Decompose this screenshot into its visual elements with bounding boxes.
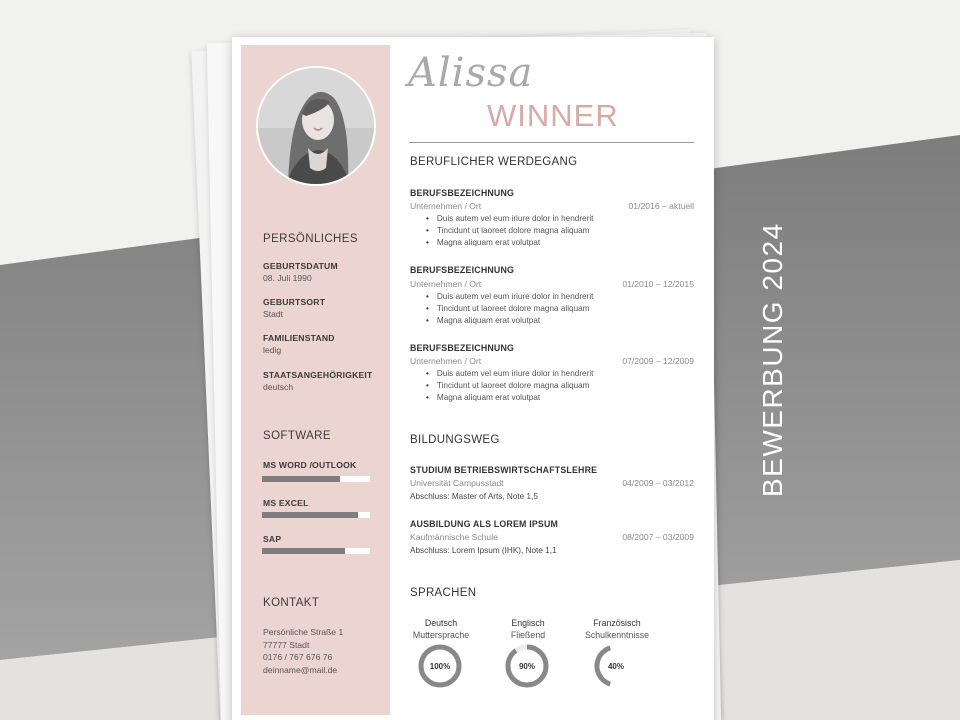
education-place: Kaufmännische Schule bbox=[410, 532, 498, 542]
field-label: FAMILIENSTAND bbox=[263, 333, 335, 343]
education-heading: BILDUNGSWEG bbox=[410, 434, 500, 446]
education-note: Abschluss: Lorem Ipsum (IHK), Note 1,1 bbox=[410, 546, 557, 555]
language-ring bbox=[504, 643, 550, 689]
language-percent: 40% bbox=[607, 662, 625, 671]
field-value: Stadt bbox=[263, 309, 284, 319]
divider bbox=[409, 142, 694, 143]
language-name: Französisch bbox=[593, 618, 641, 628]
job-bullet: • Magna aliquam erat volutpat bbox=[426, 315, 593, 327]
contact-email: deinname@mail.de bbox=[263, 664, 338, 675]
job-bullets bbox=[426, 368, 593, 405]
field-label: GEBURTSORT bbox=[263, 297, 326, 307]
language-name: Englisch bbox=[511, 618, 545, 628]
skill-bar bbox=[262, 512, 370, 518]
language-level: Muttersprache bbox=[412, 630, 470, 640]
language-ring bbox=[593, 643, 639, 689]
job-title: BERUFSBEZEICHNUNG bbox=[410, 343, 515, 353]
job-bullet: • Magna aliquam erat volutpat bbox=[426, 237, 593, 249]
job-bullets bbox=[426, 291, 593, 328]
skill-bar bbox=[262, 476, 370, 482]
skill-bar bbox=[262, 548, 370, 554]
field-value: ledig bbox=[263, 345, 282, 355]
field-label: STAATSANGEHÖRIGKEIT bbox=[263, 370, 373, 380]
language-item bbox=[396, 618, 486, 640]
education-note: Abschluss: Master of Arts, Note 1,5 bbox=[410, 492, 538, 501]
job-title: BERUFSBEZEICHNUNG bbox=[410, 265, 515, 275]
job-bullet: • Tincidunt ut laoreet dolore magna aliquam bbox=[426, 303, 593, 315]
language-level: Schulkenntnisse bbox=[584, 630, 650, 640]
education-title: STUDIUM BETRIEBSWIRTSCHAFTSLEHRE bbox=[410, 465, 598, 475]
contact-heading: KONTAKT bbox=[263, 597, 320, 609]
job-bullet: • Duis autem vel eum iriure dolor in hendrerit bbox=[426, 368, 593, 380]
side-banner: BEWERBUNG 2024 bbox=[757, 222, 788, 497]
job-bullet: • Tincidunt ut laoreet dolore magna aliquam bbox=[426, 225, 593, 237]
contact-city: 77777 Stadt bbox=[263, 639, 310, 650]
skill-bar-fill bbox=[262, 548, 345, 554]
language-ring bbox=[417, 643, 463, 689]
language-item bbox=[483, 618, 573, 640]
first-name: Alissa bbox=[408, 50, 534, 96]
software-heading: SOFTWARE bbox=[263, 430, 331, 442]
language-percent: 90% bbox=[518, 662, 536, 671]
job-bullet: • Duis autem vel eum iriure dolor in hendrerit bbox=[426, 213, 593, 225]
language-percent: 100% bbox=[429, 662, 451, 671]
field-value: deutsch bbox=[263, 382, 294, 392]
job-date: 07/2009 – 12/2009 bbox=[622, 356, 694, 366]
personal-heading: PERSÖNLICHES bbox=[263, 233, 358, 245]
language-item bbox=[572, 618, 662, 640]
job-bullet: • Duis autem vel eum iriure dolor in hendrerit bbox=[426, 291, 593, 303]
job-title: BERUFSBEZEICHNUNG bbox=[410, 188, 515, 198]
education-place: Universität Campusstadt bbox=[410, 478, 504, 488]
education-title: AUSBILDUNG ALS LOREM IPSUM bbox=[410, 519, 559, 529]
last-name: WINNER bbox=[487, 98, 619, 133]
job-company: Unternehmen / Ort bbox=[410, 279, 482, 289]
job-date: 01/2016 – aktuell bbox=[628, 201, 694, 211]
software-name: SAP bbox=[263, 534, 282, 544]
field-value: 08. Juli 1990 bbox=[263, 273, 312, 283]
portrait-icon bbox=[258, 68, 374, 184]
software-name: MS EXCEL bbox=[263, 498, 309, 508]
skill-bar-fill bbox=[262, 476, 340, 482]
career-heading: BERUFLICHER WERDEGANG bbox=[410, 156, 578, 168]
education-date: 08/2007 – 03/2009 bbox=[622, 532, 694, 542]
software-name: MS WORD /OUTLOOK bbox=[263, 460, 357, 470]
field-label: GEBURTSDATUM bbox=[263, 261, 338, 271]
education-date: 04/2009 – 03/2012 bbox=[622, 478, 694, 488]
language-name: Deutsch bbox=[424, 618, 458, 628]
job-company: Unternehmen / Ort bbox=[410, 201, 482, 211]
contact-address: Persönliche Straße 1 bbox=[263, 627, 344, 637]
languages-heading: SPRACHEN bbox=[410, 587, 477, 599]
job-bullet: • Magna aliquam erat volutpat bbox=[426, 392, 593, 404]
job-bullets bbox=[426, 213, 593, 250]
portrait-photo bbox=[256, 66, 376, 186]
job-date: 01/2010 – 12/2015 bbox=[622, 279, 694, 289]
skill-bar-fill bbox=[262, 512, 358, 518]
contact-phone: 0176 / 767 676 76 bbox=[263, 652, 333, 663]
language-level: Fließend bbox=[510, 630, 546, 640]
job-bullet: • Tincidunt ut laoreet dolore magna aliquam bbox=[426, 380, 593, 392]
job-company: Unternehmen / Ort bbox=[410, 356, 482, 366]
contact-block bbox=[263, 626, 343, 676]
